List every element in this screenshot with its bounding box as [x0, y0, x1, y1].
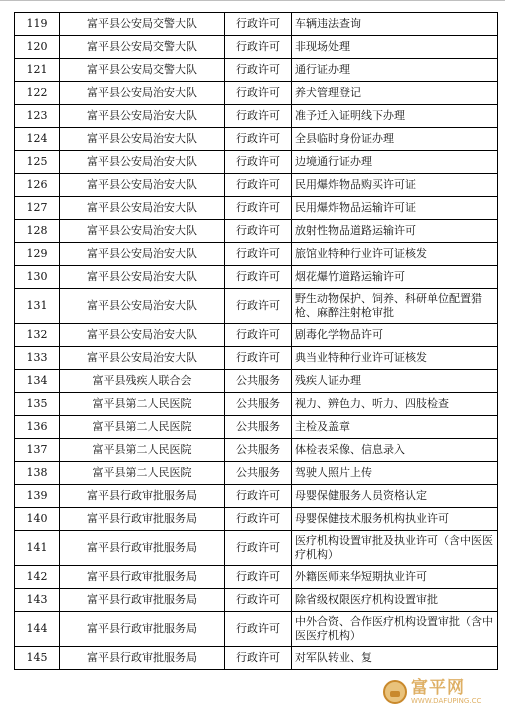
department-cell: 富平县公安局交警大队: [60, 59, 225, 82]
service-type-cell: 行政许可: [225, 589, 292, 612]
page-top-border: [0, 0, 505, 1]
service-type-cell: 行政许可: [225, 347, 292, 370]
item-name-cell: 养犬管理登记: [292, 82, 498, 105]
table-row: [15, 105, 498, 128]
table-row: [15, 197, 498, 220]
service-type-cell: 行政许可: [225, 128, 292, 151]
service-type-cell: 行政许可: [225, 82, 292, 105]
table-row: [15, 289, 498, 324]
service-items-table: [14, 12, 498, 670]
watermark-logo-icon: [383, 680, 407, 704]
item-name-cell: 准予迁入证明线下办理: [292, 105, 498, 128]
service-type-cell: 行政许可: [225, 289, 292, 324]
service-type-cell: 公共服务: [225, 416, 292, 439]
department-cell: 富平县行政审批服务局: [60, 566, 225, 589]
service-type-cell: 行政许可: [225, 485, 292, 508]
department-cell: 富平县公安局治安大队: [60, 243, 225, 266]
department-cell: 富平县行政审批服务局: [60, 485, 225, 508]
row-number-cell: 126: [15, 174, 60, 197]
table-row: [15, 13, 498, 36]
service-type-cell: 行政许可: [225, 105, 292, 128]
row-number-cell: 125: [15, 151, 60, 174]
item-name-cell: 医疗机构设置审批及执业许可（含中医医疗机构）: [292, 531, 498, 566]
service-type-cell: 行政许可: [225, 151, 292, 174]
service-type-cell: 行政许可: [225, 266, 292, 289]
item-name-cell: 野生动物保护、饲养、科研单位配置猎枪、麻醉注射枪审批: [292, 289, 498, 324]
department-cell: 富平县第二人民医院: [60, 416, 225, 439]
item-name-cell: 残疾人证办理: [292, 370, 498, 393]
service-type-cell: 行政许可: [225, 647, 292, 670]
row-number-cell: 136: [15, 416, 60, 439]
item-name-cell: 典当业特种行业许可证核发: [292, 347, 498, 370]
item-name-cell: 除省级权限医疗机构设置审批: [292, 589, 498, 612]
department-cell: 富平县公安局治安大队: [60, 220, 225, 243]
row-number-cell: 128: [15, 220, 60, 243]
service-type-cell: 公共服务: [225, 439, 292, 462]
department-cell: 富平县公安局治安大队: [60, 347, 225, 370]
service-type-cell: 行政许可: [225, 59, 292, 82]
row-number-cell: 121: [15, 59, 60, 82]
department-cell: 富平县第二人民医院: [60, 393, 225, 416]
site-watermark: [383, 677, 501, 707]
department-cell: 富平县公安局治安大队: [60, 289, 225, 324]
item-name-cell: 体检表采像、信息录入: [292, 439, 498, 462]
table-row: [15, 647, 498, 670]
row-number-cell: 124: [15, 128, 60, 151]
row-number-cell: 133: [15, 347, 60, 370]
service-type-cell: 行政许可: [225, 566, 292, 589]
item-name-cell: 驾驶人照片上传: [292, 462, 498, 485]
department-cell: 富平县行政审批服务局: [60, 647, 225, 670]
row-number-cell: 129: [15, 243, 60, 266]
item-name-cell: 烟花爆竹道路运输许可: [292, 266, 498, 289]
department-cell: 富平县公安局治安大队: [60, 82, 225, 105]
row-number-cell: 137: [15, 439, 60, 462]
item-name-cell: 民用爆炸物品运输许可证: [292, 197, 498, 220]
department-cell: 富平县行政审批服务局: [60, 531, 225, 566]
department-cell: 富平县公安局治安大队: [60, 324, 225, 347]
item-name-cell: 旅馆业特种行业许可证核发: [292, 243, 498, 266]
row-number-cell: 143: [15, 589, 60, 612]
table-row: [15, 220, 498, 243]
item-name-cell: 全县临时身份证办理: [292, 128, 498, 151]
table-row: [15, 531, 498, 566]
item-name-cell: 母婴保健技术服务机构执业许可: [292, 508, 498, 531]
department-cell: 富平县第二人民医院: [60, 439, 225, 462]
table-row: [15, 566, 498, 589]
table-row: [15, 370, 498, 393]
table-row: [15, 266, 498, 289]
table-row: [15, 174, 498, 197]
table-row: [15, 439, 498, 462]
item-name-cell: 边境通行证办理: [292, 151, 498, 174]
item-name-cell: 车辆违法查询: [292, 13, 498, 36]
table-row: [15, 347, 498, 370]
item-name-cell: 剧毒化学物品许可: [292, 324, 498, 347]
table-row: [15, 612, 498, 647]
item-name-cell: 民用爆炸物品购买许可证: [292, 174, 498, 197]
item-name-cell: 对军队转业、复: [292, 647, 498, 670]
service-type-cell: 行政许可: [225, 324, 292, 347]
row-number-cell: 142: [15, 566, 60, 589]
row-number-cell: 120: [15, 36, 60, 59]
table-row: [15, 462, 498, 485]
item-name-cell: 外籍医师来华短期执业许可: [292, 566, 498, 589]
item-name-cell: 视力、辨色力、听力、四肢检查: [292, 393, 498, 416]
department-cell: 富平县公安局治安大队: [60, 105, 225, 128]
department-cell: 富平县公安局交警大队: [60, 13, 225, 36]
row-number-cell: 138: [15, 462, 60, 485]
item-name-cell: 主检及盖章: [292, 416, 498, 439]
table-row: [15, 485, 498, 508]
watermark-url: WWW.DAFUPING.CC: [411, 697, 482, 705]
service-type-cell: 行政许可: [225, 197, 292, 220]
table-row: [15, 36, 498, 59]
table-row: [15, 589, 498, 612]
service-type-cell: 行政许可: [225, 174, 292, 197]
table-body: [15, 13, 498, 670]
department-cell: 富平县第二人民医院: [60, 462, 225, 485]
item-name-cell: 非现场处理: [292, 36, 498, 59]
department-cell: 富平县公安局治安大队: [60, 174, 225, 197]
service-type-cell: 行政许可: [225, 36, 292, 59]
table-row: [15, 243, 498, 266]
row-number-cell: 127: [15, 197, 60, 220]
table-row: [15, 128, 498, 151]
table-row: [15, 416, 498, 439]
row-number-cell: 130: [15, 266, 60, 289]
department-cell: 富平县公安局治安大队: [60, 266, 225, 289]
department-cell: 富平县行政审批服务局: [60, 589, 225, 612]
row-number-cell: 122: [15, 82, 60, 105]
service-type-cell: 行政许可: [225, 531, 292, 566]
service-type-cell: 行政许可: [225, 612, 292, 647]
row-number-cell: 123: [15, 105, 60, 128]
department-cell: 富平县残疾人联合会: [60, 370, 225, 393]
service-type-cell: 公共服务: [225, 393, 292, 416]
row-number-cell: 132: [15, 324, 60, 347]
item-name-cell: 放射性物品道路运输许可: [292, 220, 498, 243]
table-row: [15, 324, 498, 347]
service-type-cell: 行政许可: [225, 243, 292, 266]
service-type-cell: 公共服务: [225, 370, 292, 393]
row-number-cell: 134: [15, 370, 60, 393]
table-row: [15, 59, 498, 82]
row-number-cell: 119: [15, 13, 60, 36]
row-number-cell: 145: [15, 647, 60, 670]
row-number-cell: 135: [15, 393, 60, 416]
item-name-cell: 通行证办理: [292, 59, 498, 82]
row-number-cell: 144: [15, 612, 60, 647]
department-cell: 富平县公安局治安大队: [60, 151, 225, 174]
table-row: [15, 508, 498, 531]
service-type-cell: 公共服务: [225, 462, 292, 485]
watermark-name: 富平网: [411, 678, 465, 698]
item-name-cell: 中外合资、合作医疗机构设置审批（含中医医疗机构）: [292, 612, 498, 647]
service-type-cell: 行政许可: [225, 508, 292, 531]
table-row: [15, 393, 498, 416]
row-number-cell: 140: [15, 508, 60, 531]
department-cell: 富平县公安局治安大队: [60, 197, 225, 220]
row-number-cell: 139: [15, 485, 60, 508]
service-type-cell: 行政许可: [225, 220, 292, 243]
department-cell: 富平县行政审批服务局: [60, 508, 225, 531]
table-row: [15, 82, 498, 105]
watermark-text: [411, 679, 481, 705]
department-cell: 富平县公安局治安大队: [60, 128, 225, 151]
service-type-cell: 行政许可: [225, 13, 292, 36]
row-number-cell: 141: [15, 531, 60, 566]
table-row: [15, 151, 498, 174]
department-cell: 富平县行政审批服务局: [60, 612, 225, 647]
row-number-cell: 131: [15, 289, 60, 324]
department-cell: 富平县公安局交警大队: [60, 36, 225, 59]
item-name-cell: 母婴保健服务人员资格认定: [292, 485, 498, 508]
